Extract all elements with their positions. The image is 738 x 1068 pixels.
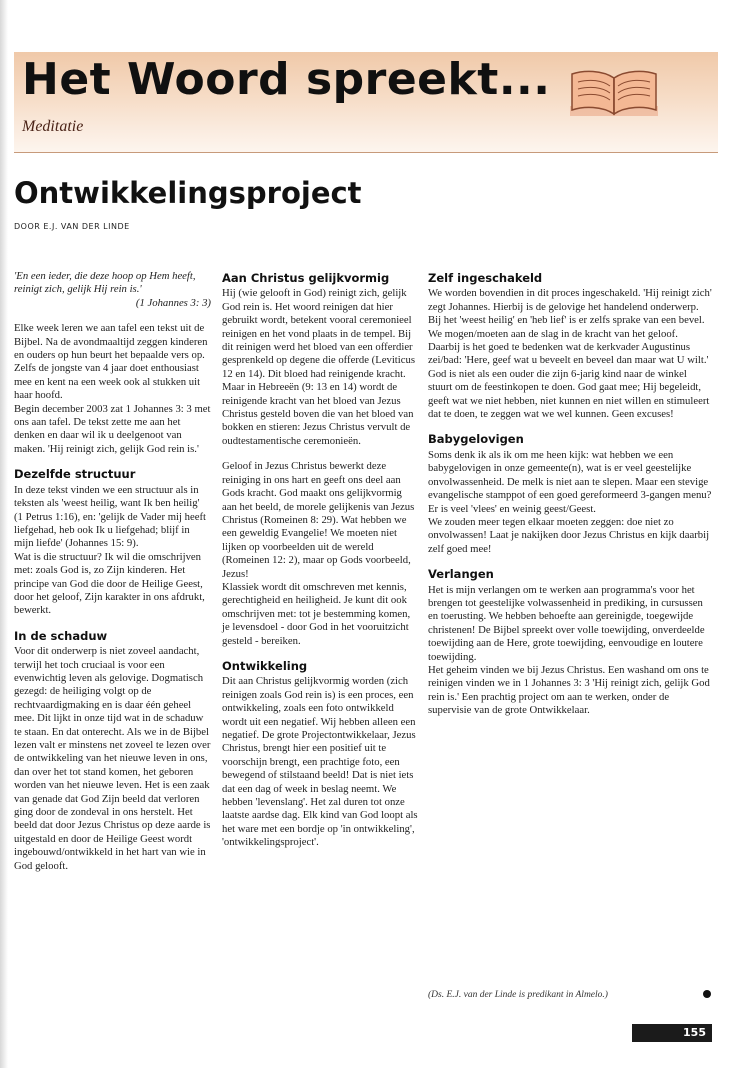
magazine-title: Het Woord spreekt... [22,54,551,105]
paragraph: Klassiek wordt dit omschreven met kennis, gerechtigheid en heiligheid. Je kunt dit ook omschrijven met: tot je bestemming komen, je levensdoel - door God in het vooruitzicht gesteld - bereiken. [222,580,411,647]
paragraph: Het geheim vinden we bij Jezus Christus. Een washand om ons te reinigen vinden we in 1 Johannes 3: 3 'Hij reinigt zich, gelijk God rein is.' Een prachtig project om aan te werken, onder de supervisie van de grote Ontwikkelaar. [428,663,710,717]
column-3 [428,270,712,730]
paragraph: Voor dit onderwerp is niet zoveel aandacht, terwijl het toch cruciaal is voor een evenwichtig leven als gelovige. Dogmatisch gezegd: de heiliging volgt op de rechtvaardigmaking en is daar één geheel mee. Dit lijkt in onze tijd wat in de schaduw te staan. En dat onterecht. Als we in de Bijbel lezen valt er minstens net zoveel te lezen over de ontwikkeling van het nieuwe leven in ons, dan over het tot stand komen, het geboren worden van het nieuwe leven. Het is een zaak van genade dat God Zijn beeld dat verloren ging door de zondeval in ons herstelt. Het beeld dat door Jezus Christus op deze aarde is uitgestald en door de Heilige Geest wordt ingebouwd/ontwikkeld in het hart van wie in God gelooft. [14,645,211,872]
scan-edge [0,0,8,1068]
quote-text: 'En een ieder, die deze hoop op Hem heeft, reinigt zich, gelijk Hij rein is.' [14,270,196,296]
paragraph: Wat is die structuur? Ik wil die omschrijven met: zoals God is, zo Zijn kinderen. Het principe van God die door de Heilige Geest, door het geloof, Zijn karakter in ons afdrukt, bewerkt. [14,550,205,617]
paragraph: We zouden meer tegen elkaar moeten zeggen: doe niet zo onvolwassen! Laat je nakijken door Jezus Christus en kijk daarbij zelf goed mee! [428,515,710,555]
paragraph: In deze tekst vinden we een structuur als in teksten als 'weest heilig, want Ik ben heilig' (1 Petrus 1:16), en: 'gelijk de Vader mij heeft liefgehad, heb ook Ik u liefgehad; blijf in mijn liefde' (Johannes 15: 9). [14,483,206,550]
subheading-ontwikkeling: Ontwikkeling [222,658,308,673]
paragraph: We worden bovendien in dit proces ingeschakeld. 'Hij reinigt zich' zegt Johannes. Hierbij is de gelovige het handelend onderwerp. Bij het 'weest heilig' en 'heb lief' is er zelfs sprake van een bevel. We mogen/moeten aan de slag in de kracht van het geloof. Daarbij is het goed te bedenken wat de kerkvader Augustinus zei/bad: 'Here, geef wat u beveelt en beveel dan maar wat U wilt.' God is niet als een ouder die zijn 6-jarig kind naar de winkel stuurt om de feestinkopen te doen. God gaat mee; Hij begeleidt, geeft wat we niet hebben, niet kunnen en niet willen en stimuleert dat te doen, te zeggen wat we wel kunnen. Geen excuses! [428,287,712,421]
paragraph: Soms denk ik als ik om me heen kijk: wat hebben we een babygelovigen in onze gemeente(n), wat is er veel geestelijke onvolwassenheid. De melk is niet aan te slepen. Maar een stevige evangelische stamppot of een goed gereformeerd 3-gangen menu? Er is veel 'vlees' en weinig geest/Geest. [428,448,712,515]
quote-reference: (1 Johannes 3: 3) [135,296,211,309]
paragraph: Hij (wie gelooft in God) reinigt zich, gelijk God rein is. Het woord reinigen dat hier gebruikt wordt, betekent vooral ceremonieel reinigen en het vond plaats in de tempel. Bij dit reinigen werd het bloed van een offerdier gesprenkeld op degene die offerde (Leviticus 12 en 14). Dit bloed had reinigende kracht. Maar in Hebreeën (9: 13 en 14) wordt de reinigende kracht van het bloed van Jezus Christus gesteld boven die van het bloed van bokken en stieren: Jezus Christus vervult de oudtestamentische ceremonieën. [222,287,415,447]
author-footnote: (Ds. E.J. van der Linde is predikant in Almelo.) [428,990,608,1000]
subheading-dezelfde-structuur: Dezelfde structuur [14,467,136,482]
paragraph: Elke week leren we aan tafel een tekst uit de Bijbel. Na de avondmaaltijd zeggen kinderen en ouders op hun beurt het bepaalde vers op. Zelfs de jongste van 4 jaar doet enthousiast mee en kent na een week ook al stukken uit haar hoofd. [14,322,208,402]
paragraph: Dit aan Christus gelijkvormig worden (zich reinigen zoals God rein is) is een proces, een ontwikkeling, zoals een foto ontwikkeld wordt uit een negatief. Wij hebben alleen een negatief. De grote Projectontwikkelaar, Jezus Christus, brengt hier een positief uit te voorschijn brengt, een prachtige foto, een bewegend of stilstaand beeld! Dat is niet iets dat een dag of week in beslag neemt. We hebben 'levenslang'. Het zal duren tot onze laatste aardse dag. Elk kind van God loopt als het ware met een bordje op 'in ontwikkeling', 'ontwikkelingsproject'. [222,675,418,849]
opening-quote [14,270,211,310]
paragraph: Geloof in Jezus Christus bewerkt deze reiniging in ons hart en geeft ons deel aan Gods kracht. God maakt ons gelijkvormig aan het beeld, de morele gelijkenis van Jezus Christus (Romeinen 8: 29). Wat hebben we een geweldig Evangelie! We moeten niet lijken op voorbeelden uit de wereld (Romeinen 12: 2), maar op Gods voorbeeld, Jezus! [222,460,415,580]
end-of-article-bullet-icon [703,990,711,998]
article-title: Ontwikkelingsproject [14,176,362,210]
subheading-zelf-ingeschakeld: Zelf ingeschakeld [428,271,543,285]
paragraph: Het is mijn verlangen om te werken aan programma's voor het brengen tot geestelijke volwassenheid in prediking, in cursussen en toerusting. We hebben behoefte aan gereinigde, toegewijde christenen! De Bijbel spreekt over volle toewijding, onverdeelde toewijding aan de Here, grote toewijding, eenvoudige en loutere toewijding. [428,583,705,663]
open-book-icon [566,62,662,124]
page-number: 155 [632,1024,712,1042]
subheading-aan-christus-gelijkvormig: Aan Christus gelijkvormig [222,271,390,285]
subheading-in-de-schaduw: In de schaduw [14,628,108,643]
subheading-verlangen: Verlangen [428,567,494,582]
column-1 [14,270,211,885]
column-2 [222,270,418,862]
byline: DOOR E.J. VAN DER LINDE [14,222,130,231]
subheading-babygelovigen: Babygelovigen [428,432,524,447]
section-label: Meditatie [22,118,84,135]
paragraph: Begin december 2003 zat 1 Johannes 3: 3 met ons aan tafel. De tekst zette me aan het denken en daar wil ik u deelgenoot van maken. 'Hij reinigt zich, gelijk God rein is.' [14,402,211,455]
